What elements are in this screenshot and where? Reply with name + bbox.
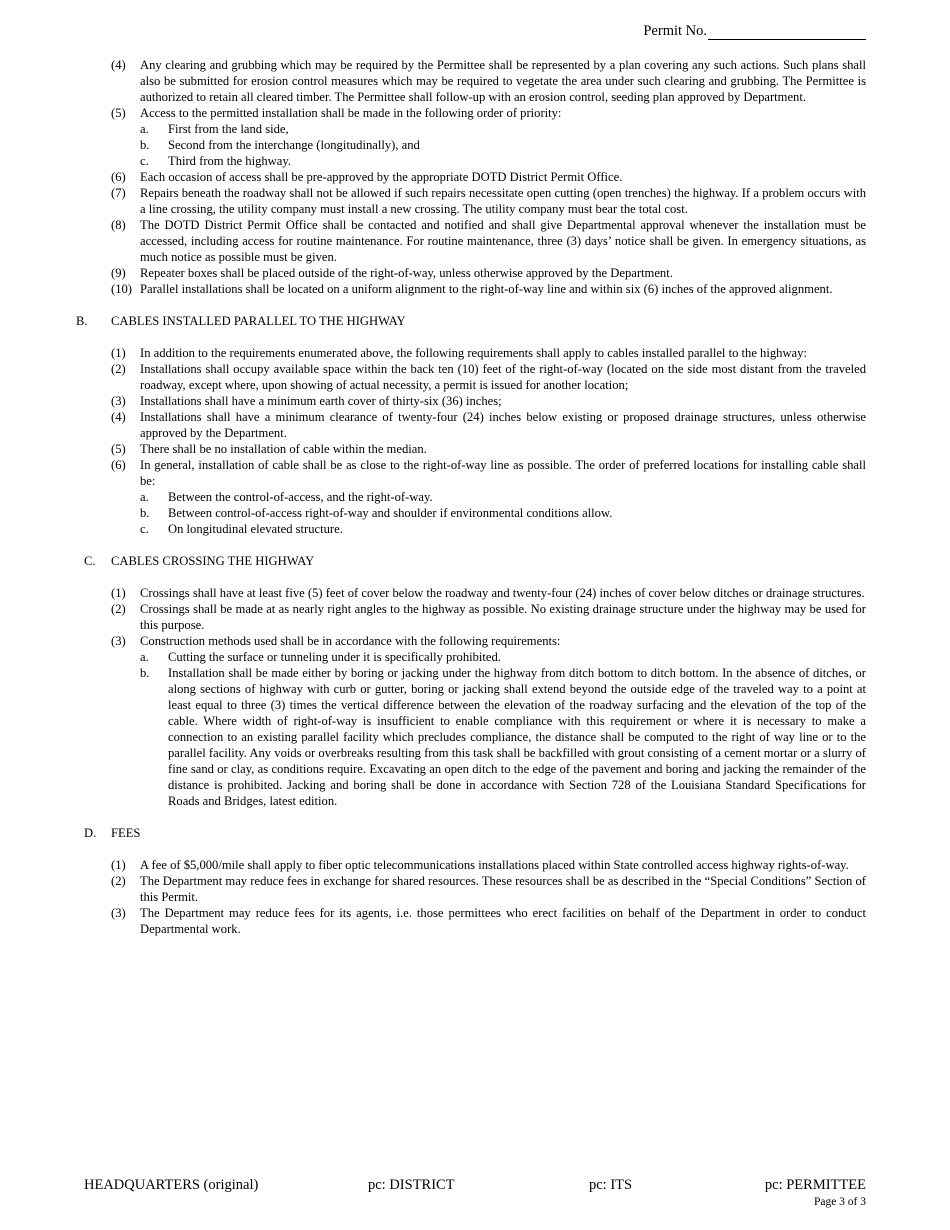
section-title: CABLES INSTALLED PARALLEL TO THE HIGHWAY	[111, 314, 406, 328]
list-item: (6) In general, installation of cable shall be as close to the right-of-way line as possible. The order of preferred locations for installing cable shall be:	[111, 458, 866, 488]
list-item: (7) Repairs beneath the roadway shall not be allowed if such repairs necessitate open cutting (open trenches) the highway. If a problem occurs with a line crossing, the utility company must install a new crossing. The utility company must bear the total cost.	[111, 186, 866, 216]
list-item: (2) Crossings shall be made at as nearly right angles to the highway as possible. No existing drainage structure under the highway may be used for this purpose.	[111, 602, 866, 632]
copy-headquarters: HEADQUARTERS (original)	[84, 1177, 259, 1193]
section-heading	[76, 553, 866, 569]
section-letter: D.	[84, 826, 97, 840]
list-item: (5) There shall be no installation of cable within the median.	[111, 442, 427, 456]
list-item: (6) Each occasion of access shall be pre-approved by the appropriate DOTD District Permit Office.	[111, 170, 623, 184]
section-title: CABLES CROSSING THE HIGHWAY	[111, 554, 315, 568]
sub-list-item: b. Between control-of-access right-of-way and shoulder if environmental conditions allow.	[140, 506, 613, 520]
copy-its: pc: ITS	[589, 1177, 633, 1193]
list-item: (4) Installations shall have a minimum clearance of twenty-four (24) inches below existing or proposed drainage structures, unless otherwise approved by the Department.	[111, 410, 866, 440]
permit-number-field	[643, 22, 866, 40]
copy-permittee: pc: PERMITTEE	[764, 1177, 866, 1193]
document-body	[76, 57, 866, 937]
section-heading	[76, 313, 866, 329]
list-item: (2) Installations shall occupy available space within the back ten (10) feet of the right-of-way (located on the side most distant from the traveled roadway, except where, upon showing of actual necessity, a permit is issued for another location;	[111, 362, 866, 392]
list-item: (3) The Department may reduce fees for its agents, i.e. those permittees who erect facilities on behalf of the Department in order to conduct Departmental work.	[111, 906, 866, 936]
sub-list-item: c. On longitudinal elevated structure.	[140, 522, 343, 536]
list-item: (3) Installations shall have a minimum earth cover of thirty-six (36) inches;	[111, 394, 502, 408]
sub-list-item: a. First from the land side,	[140, 122, 289, 136]
list-item: (2) The Department may reduce fees in exchange for shared resources. These resources shall be as described in the “Special Conditions” Section of this Permit.	[111, 874, 866, 904]
permit-number-label: Permit No.	[643, 23, 707, 39]
section-title: FEES	[111, 826, 141, 840]
section-letter: B.	[76, 314, 88, 328]
sub-list-item: a. Between the control-of-access, and the right-of-way.	[140, 490, 433, 504]
list-item: (9) Repeater boxes shall be placed outside of the right-of-way, unless otherwise approved by the Department.	[111, 266, 673, 280]
list-item: (5) Access to the permitted installation shall be made in the following order of priority:	[111, 106, 562, 120]
list-item: (4) Any clearing and grubbing which may be required by the Permittee shall be represented by a plan covering any such actions. Such plans shall also be submitted for erosion control measures which may be required to vegetate the area under such clearing and grubbing. The Permittee is authorized to retain all cleared timber. The Permittee shall follow-up with an erosion control, seeding plan approved by Department.	[111, 58, 866, 104]
list-item: (8) The DOTD District Permit Office shall be contacted and notified and shall give Departmental approval whenever the installation must be accessed, including access for routine maintenance. For routine maintenance, three (3) days’ notice shall be given. In emergency situations, as much notice as possible must be given.	[111, 218, 866, 264]
list-item: (3) Construction methods used shall be in accordance with the following requirements:	[111, 634, 561, 648]
section-letter: C.	[84, 554, 96, 568]
permit-number-blank	[708, 25, 866, 40]
sub-list-item: b. Installation shall be made either by boring or jacking under the highway from ditch bottom to ditch bottom. In the absence of ditches, or along sections of highway with curb or gutter, boring or jacking shall extend beyond the outside edge of the traveled way to a point at least equal to three (3) times the vertical difference between the elevation of the roadway surfacing and the elevation of the top of the cable. Where width of right-of-way is insufficient to enable compliance with this requirement or where it is necessary to make a connection to an existing parallel facility which precludes compliance, the distance shall be computed to the right of way line or to the parallel facility. Any voids or overbreaks resulting from this task shall be backfilled with grout consisting of a cement mortar or a slurry of fine sand or clay, as conditions require. Excavating an open ditch to the edge of the pavement and boring and jacking the remainder of the distance is prohibited. Jacking and boring shall be done in accordance with Section 728 of the Louisiana Standard Specifications for Roads and Bridges, latest edition.	[140, 666, 866, 808]
list-item: (1) Crossings shall have at least five (5) feet of cover below the roadway and twenty-four (24) inches of cover below ditches or drainage structures.	[111, 586, 865, 600]
sub-list-item: a. Cutting the surface or tunneling under it is specifically prohibited.	[140, 650, 501, 664]
list-item: (1) In addition to the requirements enumerated above, the following requirements shall apply to cables installed parallel to the highway:	[111, 346, 807, 360]
sub-list-item: c. Third from the highway.	[140, 154, 291, 168]
sub-list-item: b. Second from the interchange (longitudinally), and	[140, 138, 420, 152]
section-heading	[76, 825, 866, 841]
list-item: (10) Parallel installations shall be located on a uniform alignment to the right-of-way line and within six (6) inches of the approved alignment.	[111, 282, 833, 296]
list-item: (1) A fee of $5,000/mile shall apply to fiber optic telecommunications installations placed within State controlled access highway rights-of-way.	[111, 858, 849, 872]
copy-district: pc: DISTRICT	[368, 1177, 455, 1193]
page-number: Page 3 of 3	[813, 1196, 866, 1208]
